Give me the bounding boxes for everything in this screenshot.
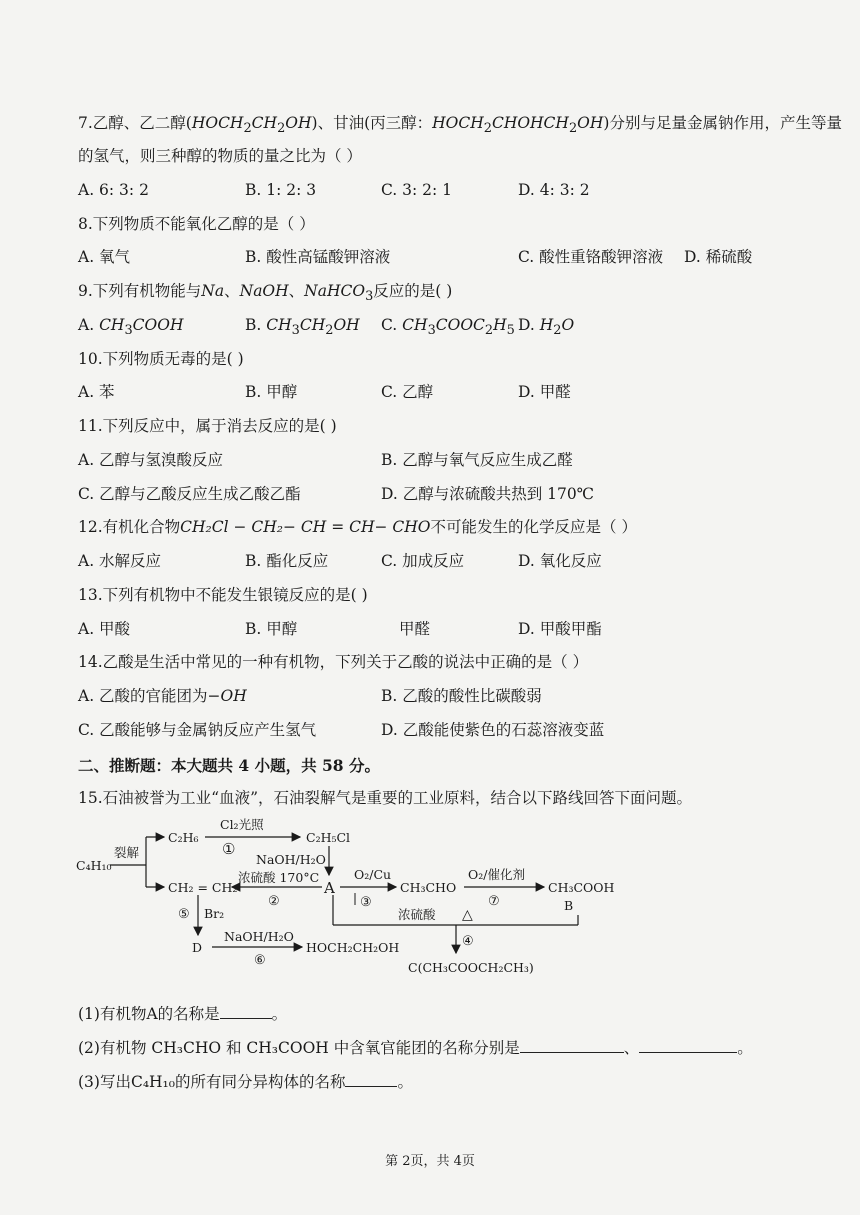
q14-option-a: A. 乙酸的官能团为−OH xyxy=(78,687,247,705)
answer-blank-1[interactable] xyxy=(220,1004,272,1019)
c4h10-label: C₄H₁₀ xyxy=(76,858,112,873)
h2so4-label: 浓硫酸 xyxy=(398,907,436,922)
c2h6-label: C₂H₆ xyxy=(168,830,199,845)
q9-stem: 9.下列有机物能与Na、NaOH、NaHCO$_3$反应的是( ) xyxy=(78,282,453,305)
q7-option-d: D. 4: 3: 2 xyxy=(518,181,590,199)
q13-option-d: D. 甲酸甲酯 xyxy=(518,620,602,638)
q7-option-c: C. 3: 2: 1 xyxy=(381,181,453,199)
q9-option-a: A. $CH_3COOH$ xyxy=(78,316,184,339)
q9-option-b: B. $CH_3CH_2OH$ xyxy=(245,316,360,339)
q12-option-d: D. 氧化反应 xyxy=(518,552,602,570)
step4-number: ④ xyxy=(462,934,474,949)
q8-option-c: C. 酸性重铬酸钾溶液 xyxy=(518,248,664,266)
q7-stem-line1: 7.乙醇、乙二醇$(HOCH_2CH_2OH)$、甘油(丙三醇：$HOCH_2CHOHCH_2OH$)分别与足量金属钠作用，产生等量 xyxy=(78,114,842,137)
step7-number: ⑦ xyxy=(488,894,500,909)
q9-option-c: C. $CH_3COOC_2H_5$ xyxy=(381,316,515,339)
q10-option-c: C. 乙醇 xyxy=(381,383,434,401)
q7-option-a: A. 6: 3: 2 xyxy=(78,181,149,199)
cracking-label: 裂解 xyxy=(114,845,140,860)
q15-sub1: (1)有机物A的名称是 。 xyxy=(78,1005,288,1023)
q14-stem: 14.乙酸是生活中常见的一种有机物，下列关于乙酸的说法中正确的是（ ） xyxy=(78,653,589,671)
q15-sub2: (2)有机物 CH₃CHO 和 CH₃COOH 中含氧官能团的名称分别是 、 。 xyxy=(78,1039,753,1057)
step1-number: ① xyxy=(222,840,236,858)
step6-number: ⑥ xyxy=(254,953,266,968)
q13-option-c: 甲醛 xyxy=(399,620,431,638)
step3-number: ③ xyxy=(360,895,372,910)
q11-stem: 11.下列反应中，属于消去反应的是( ) xyxy=(78,417,337,435)
q10-option-b: B. 甲醇 xyxy=(245,383,298,401)
reaction-route-diagram xyxy=(70,815,630,985)
q12-option-a: A. 水解反应 xyxy=(78,552,162,570)
ethene-label: CH₂ = CH₂ xyxy=(168,880,238,895)
B-label: B xyxy=(564,898,574,913)
page-footer: 第 2页，共 4页 xyxy=(385,1154,475,1169)
section-heading: 二、推断题：本大题共 4 小题，共 58 分。 xyxy=(78,756,380,775)
q8-option-a: A. 氧气 xyxy=(78,248,131,266)
o2cu-label: O₂/Cu xyxy=(354,867,392,882)
q12-option-b: B. 酯化反应 xyxy=(245,552,329,570)
q11-option-a: A. 乙醇与氢溴酸反应 xyxy=(78,451,224,469)
q8-option-b: B. 酸性高锰酸钾溶液 xyxy=(245,248,391,266)
answer-blank-2a[interactable] xyxy=(520,1038,624,1053)
q10-option-a: A. 苯 xyxy=(78,383,115,401)
heat-label: △ xyxy=(462,907,473,923)
q12-stem: 12.有机化合物CH₂Cl − CH₂− CH = CH− CHO不可能发生的化学反应是（ ） xyxy=(78,518,637,536)
q15-stem: 15.石油被誉为工业“血液”，石油裂解气是重要的工业原料，结合以下路线回答下面问题。 xyxy=(78,789,693,807)
q14-option-d: D. 乙酸能使紫色的石蕊溶液变蓝 xyxy=(381,721,605,739)
ester-label: C(CH₃COOCH₂CH₃) xyxy=(408,960,534,975)
step2-number: ② xyxy=(268,894,280,909)
q9-option-d: D. $H_2O$ xyxy=(518,316,575,339)
A-label: A xyxy=(324,879,335,897)
q15-sub3: (3)写出C₄H₁₀的所有同分异构体的名称 。 xyxy=(78,1073,413,1091)
answer-blank-2b[interactable] xyxy=(639,1038,737,1053)
dehydration-label: 浓硫酸 170°C xyxy=(238,870,320,885)
q11-option-d: D. 乙醇与浓硫酸共热到 170℃ xyxy=(381,485,595,503)
q8-stem: 8.下列物质不能氧化乙醇的是（ ） xyxy=(78,215,315,233)
answer-blank-3[interactable] xyxy=(345,1072,397,1087)
step5-number: ⑤ xyxy=(178,907,190,922)
ch3cho-label: CH₃CHO xyxy=(400,880,457,895)
q12-formula: CH₂Cl − CH₂− CH = CH− CHO xyxy=(180,518,431,536)
q13-option-b: B. 甲醇 xyxy=(245,620,298,638)
D-label: D xyxy=(192,940,203,955)
c2h5cl-label: C₂H₅Cl xyxy=(306,830,351,845)
o2-catalyst-label: O₂/催化剂 xyxy=(468,867,525,882)
q10-option-d: D. 甲醛 xyxy=(518,383,571,401)
q7-option-b: B. 1: 2: 3 xyxy=(245,181,317,199)
q12-option-c: C. 加成反应 xyxy=(381,552,465,570)
naoh-label-1: NaOH/H₂O xyxy=(256,852,326,867)
glycol-label: HOCH₂CH₂OH xyxy=(306,940,400,955)
naoh-label-2: NaOH/H₂O xyxy=(224,929,294,944)
q7-stem-line2: 的氢气，则三种醇的物质的量之比为（ ） xyxy=(78,147,362,165)
q11-option-b: B. 乙醇与氧气反应生成乙醛 xyxy=(381,451,573,469)
q14-option-c: C. 乙酸能够与金属钠反应产生氢气 xyxy=(78,721,317,739)
br2-label: Br₂ xyxy=(204,906,225,921)
q11-option-c: C. 乙醇与乙酸反应生成乙酸乙酯 xyxy=(78,485,301,503)
q13-stem: 13.下列有机物中不能发生银镜反应的是( ) xyxy=(78,586,368,604)
q13-option-a: A. 甲酸 xyxy=(78,620,131,638)
cl2-label: Cl₂光照 xyxy=(220,817,264,832)
q8-option-d: D. 稀硫酸 xyxy=(684,248,753,266)
ch3cooh-label: CH₃COOH xyxy=(548,880,615,895)
q10-stem: 10.下列物质无毒的是( ) xyxy=(78,350,244,368)
q14-option-b: B. 乙酸的酸性比碳酸弱 xyxy=(381,687,542,705)
